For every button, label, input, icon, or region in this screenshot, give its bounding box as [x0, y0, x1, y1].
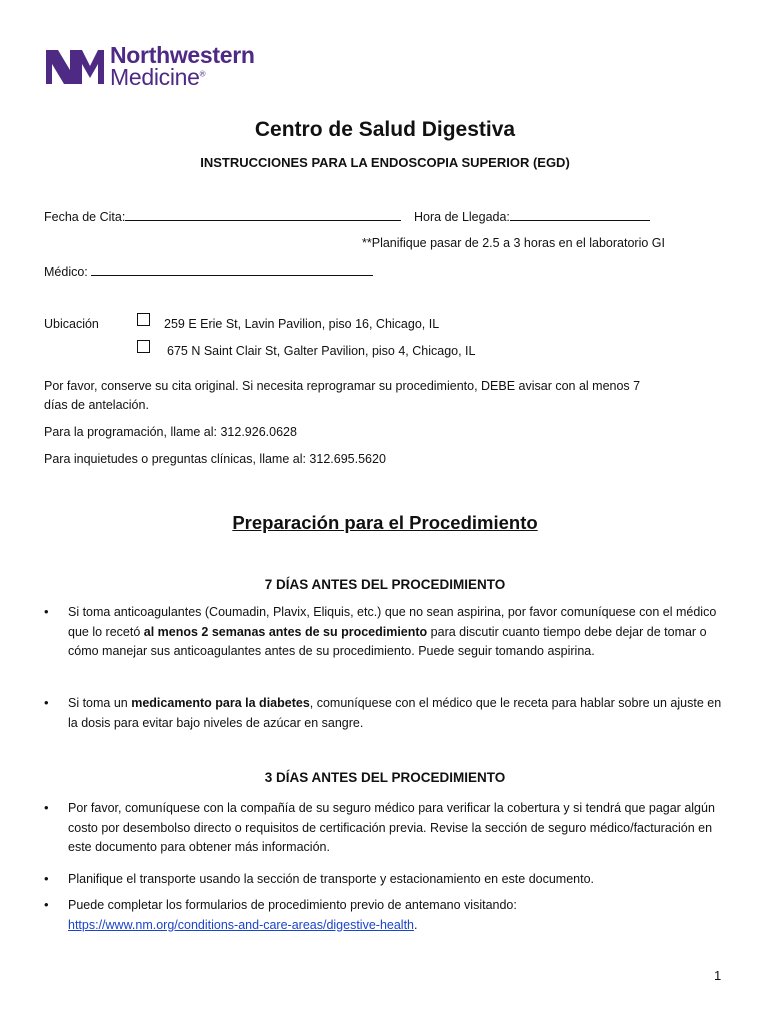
location-label: Ubicación — [44, 317, 99, 331]
doctor-label: Médico: — [44, 265, 88, 279]
logo-wordmark-line1: Northwestern — [110, 42, 255, 68]
appointment-date-label: Fecha de Cita: — [44, 210, 126, 224]
seven-days-heading: 7 DÍAS ANTES DEL PROCEDIMIENTO — [264, 577, 506, 592]
arrival-time-field — [414, 207, 650, 225]
scheduling-phone: Para la programación, llame al: 312.926.0628 — [44, 425, 297, 439]
location-checkbox-saint-clair[interactable] — [137, 340, 150, 353]
keep-appointment-text-line1: Por favor, conserve su cita original. Si necesita reprogramar su procedimiento, DEBE avisar con al menos 7 — [44, 379, 641, 393]
seven-days-bullet-diabetes: Si toma un medicamento para la diabetes, comuníquese con el médico que le receta para hablar sobre un ajuste en la dosis para evitar bajo niveles de azúcar en sangre. — [68, 696, 722, 730]
location-option-saint-clair: 675 N Saint Clair St, Galter Pavilion, piso 4, Chicago, IL — [167, 344, 476, 358]
three-days-bullet-transport: Planifique el transporte usando la sección de transporte y estacionamiento en este documento. — [68, 872, 595, 886]
location-checkbox-erie[interactable] — [137, 313, 150, 326]
arrival-time-line — [510, 207, 650, 221]
seven-days-bullet-anticoagulants: Si toma anticoagulantes (Coumadin, Plavix, Eliquis, etc.) que no sean aspirina, por favor comuníquese con el médico que lo recetó al menos 2 semanas antes de su procedimiento para discutir cuanto tiempo debe dejar de tomar o cómo manejar sus anticoagulantes antes de su procedimiento. Puede seguir tomando aspirina. — [68, 605, 717, 658]
arrival-time-label: Hora de Llegada: — [414, 210, 510, 224]
logo-wordmark-line2: Medicine® — [110, 64, 206, 90]
appointment-date-line — [125, 207, 401, 221]
bullet-icon: • — [44, 871, 49, 886]
appointment-date-field — [44, 207, 401, 225]
location-option-erie: 259 E Erie St, Lavin Pavilion, piso 16, Chicago, IL — [164, 317, 440, 331]
section-title: Preparación para el Procedimiento — [232, 512, 538, 533]
page-title: Centro de Salud Digestiva — [254, 118, 516, 141]
bullet-icon: • — [44, 695, 49, 710]
northwestern-medicine-logo-icon — [44, 46, 104, 86]
three-days-bullet-insurance: Por favor, comuníquese con la compañía de su seguro médico para verificar la cobertura y si tendrá que pagar algún costo por desembolso directo o requisitos de certificación previa. Revise la sección de seguro médico/facturación en este documento para obtener más información. — [68, 801, 715, 854]
bullet-icon: • — [44, 897, 49, 912]
digestive-health-link[interactable]: https://www.nm.org/conditions-and-care-areas/digestive-health — [68, 917, 415, 932]
doctor-field — [44, 262, 373, 280]
clinical-phone: Para inquietudes o preguntas clínicas, llame al: 312.695.5620 — [44, 452, 386, 466]
keep-appointment-text-line2: días de antelación. — [44, 398, 149, 412]
bullet-icon: • — [44, 800, 49, 815]
three-days-heading: 3 DÍAS ANTES DEL PROCEDIMIENTO — [264, 770, 506, 785]
page-number: 1 — [714, 968, 722, 983]
three-days-bullet-forms: Puede completar los formularios de procedimiento previo de antemano visitando: https://www.nm.org/conditions-and-care-areas/digestive-health. — [68, 898, 517, 932]
page-subtitle: INSTRUCCIONES PARA LA ENDOSCOPIA SUPERIOR (EGD) — [200, 155, 570, 170]
bullet-icon: • — [44, 604, 49, 619]
doctor-line — [91, 262, 373, 276]
plan-note: **Planifique pasar de 2.5 a 3 horas en el laboratorio GI — [362, 236, 665, 250]
